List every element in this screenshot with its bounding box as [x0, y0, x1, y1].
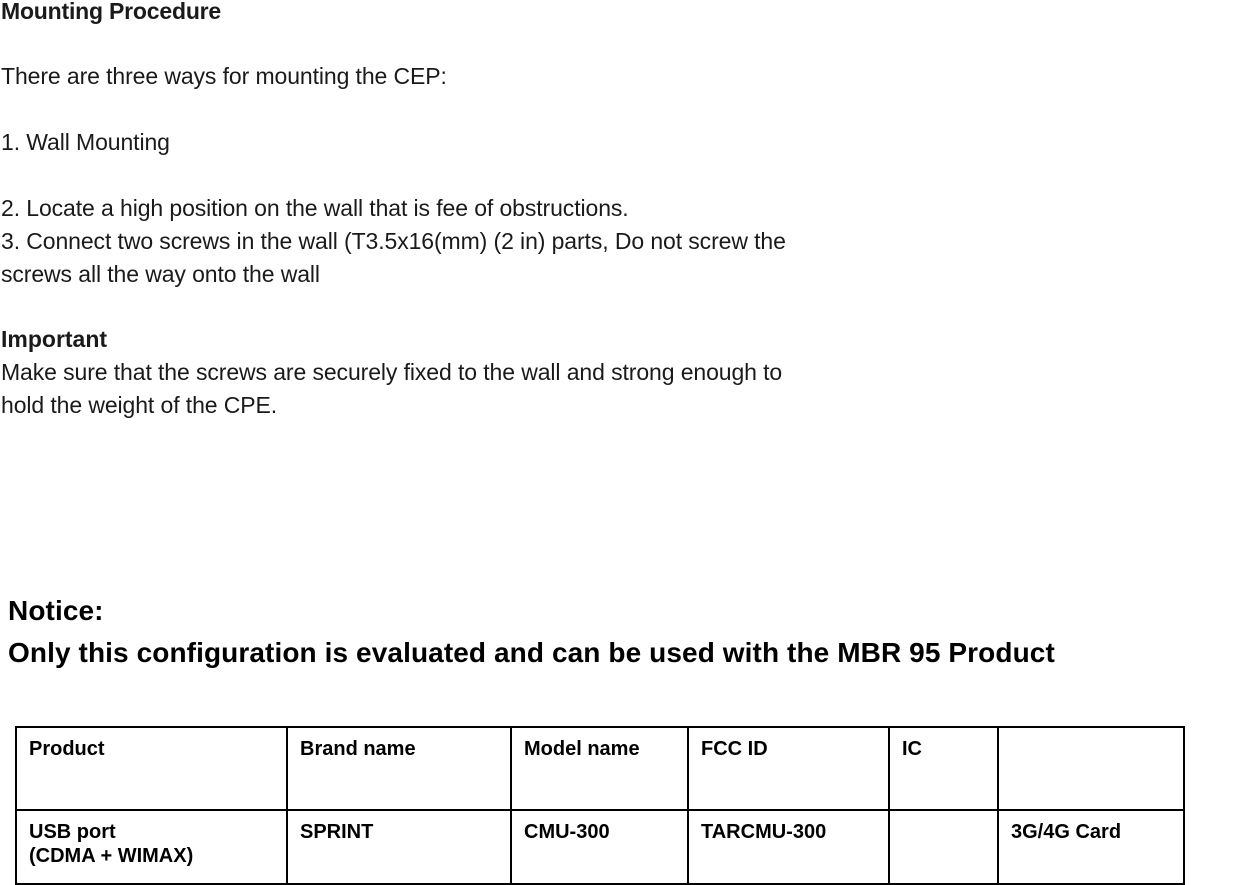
table-header-cell — [998, 727, 1184, 810]
notice-text: Only this configuration is evaluated and can be used with the MBR 95 Product — [8, 637, 1055, 668]
important-heading: Important — [1, 326, 108, 352]
step-locate-position: 2. Locate a high position on the wall that is fee of obstructions. — [1, 195, 629, 221]
table-header-cell: IC — [889, 727, 998, 810]
important-text-line1: Make sure that the screws are securely fixed to the wall and strong enough to — [1, 359, 783, 385]
step-wall-mounting: 1. Wall Mounting — [1, 129, 170, 155]
table-cell-brand: SPRINT — [287, 810, 511, 884]
configuration-table — [15, 726, 1185, 885]
notice-title: Notice: — [8, 595, 104, 626]
table-header-cell: Brand name — [287, 727, 511, 810]
table-header-cell: Product — [16, 727, 287, 810]
mounting-intro: There are three ways for mounting the CEP: — [1, 63, 447, 89]
mounting-heading: Mounting Procedure — [1, 0, 222, 24]
table-header-cell: Model name — [511, 727, 688, 810]
table-cell-fcc-id: TARCMU-300 — [688, 810, 889, 884]
step-connect-screws-line2: screws all the way onto the wall — [1, 261, 320, 287]
table-header-row — [16, 727, 1184, 810]
table-cell-model: CMU-300 — [511, 810, 688, 884]
table-cell-type: 3G/4G Card — [998, 810, 1184, 884]
table-cell-product: USB port (CDMA + WIMAX) — [16, 810, 287, 884]
table-row — [16, 810, 1184, 884]
table-cell-ic — [889, 810, 998, 884]
important-text-line2: hold the weight of the CPE. — [1, 392, 278, 418]
table-header-cell: FCC ID — [688, 727, 889, 810]
step-connect-screws-line1: 3. Connect two screws in the wall (T3.5x16(mm) (2 in) parts, Do not screw the — [1, 228, 786, 254]
